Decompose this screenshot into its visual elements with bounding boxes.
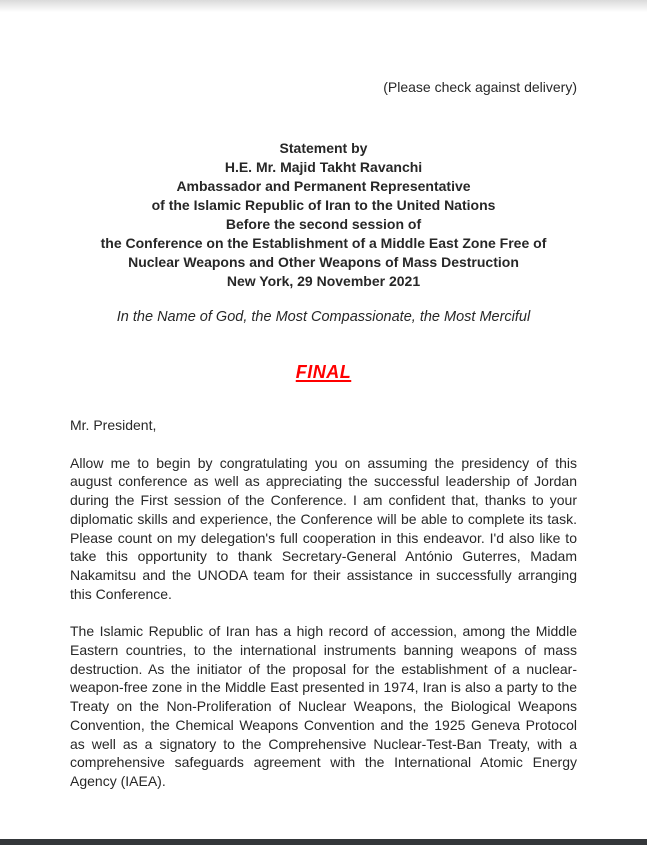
title-line-speaker-name: H.E. Mr. Majid Takht Ravanchi [224,159,423,175]
title-line-date-location: New York, 29 November 2021 [226,273,421,289]
final-status-label: FINAL [295,362,352,382]
document-content [70,0,577,791]
paragraph-iran-accession: The Islamic Republic of Iran has a high record of accession, among the Middle Eastern countries, to the international instruments banning weapons of mass destruction. As the initiator of the proposal for the establishment of a nuclear-weapon-free zone in the Middle East presented in 1974, Iran is also a party to the Treaty on the Non-Proliferation of Nuclear Weapons, the Biological Weapons Convention, the Chemical Weapons Convention and the 1925 Geneva Protocol as well as a signatory to the Comprehensive Nuclear-Test-Ban Treaty, with a comprehensive safeguards agreement with the International Atomic Energy Agency (IAEA). [70,623,577,789]
title-line-session: Before the second session of [225,216,422,232]
title-line-speaker-role: Ambassador and Permanent Representative [176,178,471,194]
title-line-conference-name-1: the Conference on the Establishment of a Middle East Zone Free of [100,235,547,251]
delivery-check-note: (Please check against delivery) [383,79,577,95]
salutation: Mr. President, [70,417,157,433]
title-line-conference-name-2: Nuclear Weapons and Other Weapons of Mass Destruction [128,254,519,270]
invocation-line: In the Name of God, the Most Compassionate, the Most Merciful [116,309,531,325]
final-status-row [70,362,577,383]
paragraph-congratulations: Allow me to begin by congratulating you on assuming the presidency of this august conference as well as appreciating the successful leadership of Jordan during the First session of the Conference. I am confident that, thanks to your diplomatic skills and experience, the Conference will be able to complete its task. Please count on my delegation's full cooperation in this endeavor. I'd also like to take this opportunity to thank Secretary-General António Guterres, Madam Nakamitsu and the UNODA team for their assistance in successfully arranging this Conference. [70,454,577,602]
title-line-statement-by: Statement by [279,140,368,156]
title-line-country-mission: of the Islamic Republic of Iran to the United Nations [151,197,496,213]
page-bottom-edge [0,839,647,845]
statement-title-block [70,139,577,291]
